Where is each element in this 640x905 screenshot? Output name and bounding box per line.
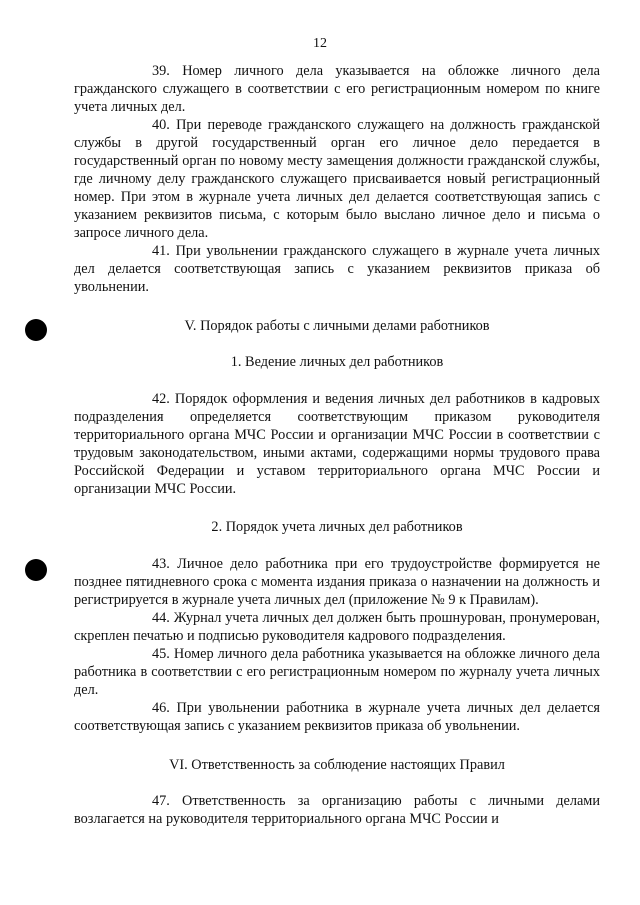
paragraph-text: При переводе гражданского служащего на должность гражданской службы в другой государственный орган его личное дело передается в государственный орган по новому месту замещения должности гражданской службы, где личному делу гражданского служащего присваивается новый регистрационный номер. При этом в журнале учета личных дел делается соответствующая запись с указанием реквизитов письма, с которым было выслано личное дело и письма о запросе личного дела. bbox=[74, 117, 600, 241]
paragraph-40 bbox=[74, 116, 600, 242]
section-heading-5: V. Порядок работы с личными делами работников bbox=[184, 318, 490, 334]
document-body bbox=[74, 62, 600, 828]
punch-hole-icon bbox=[25, 319, 47, 341]
paragraph-43 bbox=[74, 555, 600, 609]
paragraph-39 bbox=[74, 62, 600, 116]
paragraph-44 bbox=[74, 609, 600, 645]
paragraph-47 bbox=[74, 792, 600, 828]
punch-hole-icon bbox=[25, 559, 47, 581]
paragraph-number: 45. bbox=[152, 646, 170, 662]
paragraph-text: Номер личного дела указывается на обложке личного дела гражданского служащего в соответствии с его регистрационным номером по книге учета личных дел. bbox=[74, 63, 601, 115]
subsection-heading-2: 2. Порядок учета личных дел работников bbox=[211, 519, 463, 535]
paragraph-text: Журнал учета личных дел должен быть прошнурован, пронумерован, скреплен печатью и подписью руководителя кадрового подразделения. bbox=[74, 610, 600, 644]
paragraph-number: 40. bbox=[152, 117, 170, 133]
paragraph-number: 43. bbox=[152, 556, 170, 572]
paragraph-42 bbox=[74, 390, 600, 498]
paragraph-number: 47. bbox=[152, 793, 170, 809]
paragraph-text: Порядок оформления и ведения личных дел работников в кадровых подразделения определяется соответствующим приказом руководителя территориального органа МЧС России и организации МЧС России в соответствии с трудовым законодательством, иными актами, содержащими нормы трудового права Российской Федерации и уставом территориального органа МЧС России и организации МЧС России. bbox=[74, 391, 600, 497]
page-number: 12 bbox=[313, 36, 327, 51]
paragraph-number: 39. bbox=[152, 63, 170, 79]
paragraph-46 bbox=[74, 699, 600, 735]
paragraph-45 bbox=[74, 645, 600, 699]
paragraph-number: 41. bbox=[152, 243, 170, 259]
paragraph-text: Ответственность за организацию работы с личными делами возлагается на руководителя территориального органа МЧС России и bbox=[74, 793, 600, 827]
section-heading-6: VI. Ответственность за соблюдение настоящих Правил bbox=[169, 757, 505, 773]
paragraph-text: Личное дело работника при его трудоустройстве формируется не позднее пятидневного срока с момента издания приказа о назначении на должность и регистрируется в журнале учета личных дел (приложение № 9 к Правилам). bbox=[74, 556, 600, 608]
paragraph-number: 46. bbox=[152, 700, 170, 716]
paragraph-number: 44. bbox=[152, 610, 170, 626]
subsection-heading-1: 1. Ведение личных дел работников bbox=[230, 354, 444, 370]
paragraph-text: При увольнении гражданского служащего в журнале учета личных дел делается соответствующая запись с указанием реквизитов приказа об увольнении. bbox=[74, 243, 600, 295]
paragraph-41 bbox=[74, 242, 600, 296]
paragraph-number: 42. bbox=[152, 391, 170, 407]
paragraph-text: Номер личного дела работника указывается на обложке личного дела работника в соответствии с его регистрационным номером по журналу учета личных дел. bbox=[74, 646, 600, 698]
paragraph-text: При увольнении работника в журнале учета личных дел делается соответствующая запись с указанием реквизитов приказа об увольнении. bbox=[74, 700, 601, 734]
